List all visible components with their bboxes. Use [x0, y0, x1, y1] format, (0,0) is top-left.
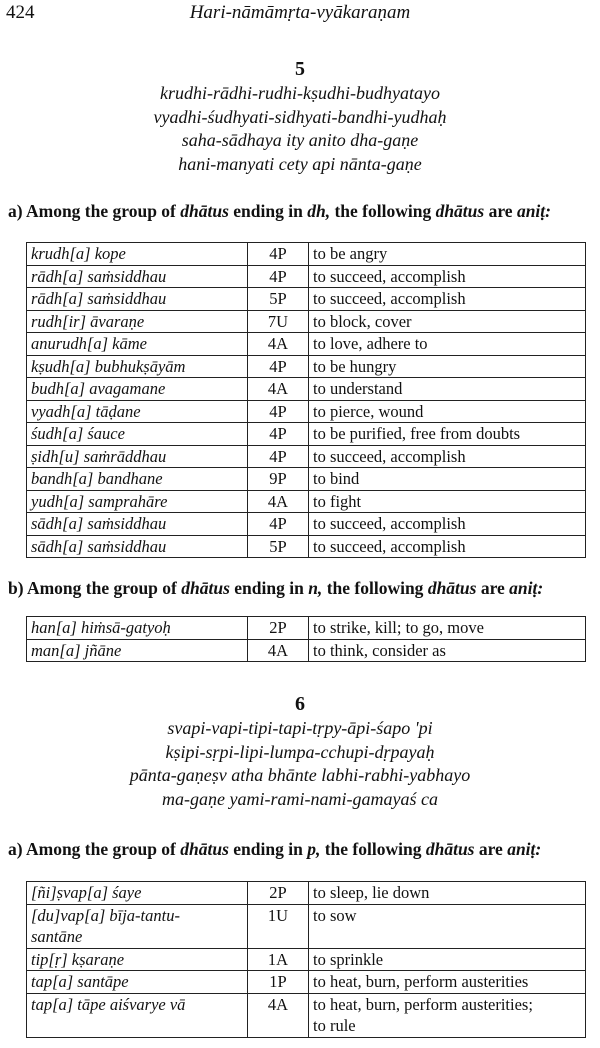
heading-text: the following [322, 578, 428, 598]
table-row [27, 243, 586, 266]
meaning: to be hungry [309, 355, 586, 378]
heading-text: the following [330, 201, 436, 221]
verb-class: 4P [248, 355, 309, 378]
meaning: to succeed, accomplish [309, 535, 586, 558]
heading-term: aniṭ: [516, 201, 551, 221]
page-header [0, 0, 600, 26]
table-row [27, 288, 586, 311]
dhatu-root [27, 948, 248, 971]
dhatu-root: ṣidh[u] saṁrāddhau [27, 445, 248, 468]
table-row [27, 355, 586, 378]
table-row [27, 310, 586, 333]
dhatu-root: śudh[a] śauce [27, 423, 248, 446]
dhatu-table-p [26, 881, 586, 1038]
heading-term: dhātus [180, 839, 229, 859]
meaning: to think, consider as [309, 639, 586, 662]
dhatu-root [27, 882, 248, 905]
verb-class: 4A [248, 490, 309, 513]
table-row [27, 513, 586, 536]
table-row [27, 535, 586, 558]
dhatu-root [27, 904, 248, 948]
heading-term: dhātus [427, 578, 477, 598]
meaning: to understand [309, 378, 586, 401]
meaning-line: to sow [313, 905, 357, 925]
table-row [27, 948, 586, 971]
meaning [309, 993, 586, 1037]
heading-text: are [476, 578, 510, 598]
heading-term: aniṭ: [507, 839, 542, 859]
verb-class: 9P [248, 468, 309, 491]
dhatu-root: rādh[a] saṁsiddhau [27, 288, 248, 311]
verb-class: 1U [248, 904, 309, 948]
heading-term: dh, [307, 201, 331, 221]
verse-number: 6 [295, 693, 305, 715]
meaning: to love, adhere to [309, 333, 586, 356]
dhatu-root-line: [ñi]ṣvap[a] śaye [31, 883, 142, 902]
table-row [27, 400, 586, 423]
verse-line: svapi-vapi-tipi-tapi-tṛpy-āpi-śapo 'pi [167, 718, 433, 738]
dhatu-root-line: [du]vap[a] bīja-tantu- [31, 905, 180, 925]
table-row [27, 468, 586, 491]
dhatu-table-dh [26, 242, 586, 558]
dhatu-root: rādh[a] saṁsiddhau [27, 265, 248, 288]
table-row [27, 971, 586, 994]
verse-line: saha-sādhaya ity anito dha-gaṇe [181, 130, 419, 150]
meaning: to be angry [309, 243, 586, 266]
section-heading [8, 201, 598, 222]
meaning [309, 904, 586, 948]
heading-text: a) Among the group of [8, 201, 181, 221]
heading-term: dhātus [435, 201, 485, 221]
verb-class: 4P [248, 513, 309, 536]
verb-class: 4P [248, 445, 309, 468]
verb-class: 4P [248, 423, 309, 446]
heading-text: ending in [228, 201, 308, 221]
verse-6 [0, 693, 600, 811]
heading-term: p, [307, 839, 321, 859]
meaning-line: to sleep, lie down [313, 883, 430, 902]
verse-number: 5 [295, 58, 305, 80]
meaning: to fight [309, 490, 586, 513]
meaning: to succeed, accomplish [309, 445, 586, 468]
verb-class: 4A [248, 333, 309, 356]
table-row [27, 904, 586, 948]
verse-line: kṣipi-sṛpi-lipi-lumpa-cchupi-dṛpayaḥ [165, 741, 435, 762]
dhatu-root: vyadh[a] tāḍane [27, 400, 248, 423]
dhatu-root: man[a] jñāne [27, 639, 248, 662]
verb-class: 2P [248, 882, 309, 905]
table-row [27, 993, 586, 1037]
heading-term: dhātus [180, 201, 229, 221]
verse-5 [0, 58, 600, 176]
dhatu-root: krudh[a] kope [27, 243, 248, 266]
heading-term: dhātus [425, 839, 475, 859]
table-row [27, 490, 586, 513]
meaning [309, 948, 586, 971]
heading-text: the following [320, 839, 426, 859]
dhatu-table-n [26, 616, 586, 662]
meaning: to strike, kill; to go, move [309, 617, 586, 640]
meaning [309, 971, 586, 994]
dhatu-root-line: tip[ṛ] kṣaraṇe [31, 949, 125, 969]
verb-class: 5P [248, 535, 309, 558]
verb-class: 1P [248, 971, 309, 994]
verb-class: 7U [248, 310, 309, 333]
section-heading [8, 578, 598, 599]
heading-term: dhātus [181, 578, 230, 598]
dhatu-root: bandh[a] bandhane [27, 468, 248, 491]
meaning-line: to heat, burn, perform austerities [313, 972, 529, 991]
dhatu-root: yudh[a] samprahāre [27, 490, 248, 513]
verse-line: hani-manyati cety api nānta-gaṇe [178, 153, 422, 174]
verse-line: krudhi-rādhi-rudhi-kṣudhi-budhyatayo [160, 83, 440, 103]
meaning: to succeed, accomplish [309, 513, 586, 536]
heading-text: b) Among the group of [8, 578, 182, 598]
verse-line: vyadhi-śudhyati-sidhyati-bandhi-yudhaḥ [153, 106, 447, 127]
dhatu-root: sādh[a] saṁsiddhau [27, 513, 248, 536]
table-row [27, 333, 586, 356]
verb-class: 4A [248, 993, 309, 1037]
meaning: to pierce, wound [309, 400, 586, 423]
verse-line: ma-gaṇe yami-rami-nami-gamayaś ca [162, 788, 438, 809]
dhatu-root-line: tap[a] tāpe aiśvarye vā [31, 994, 186, 1014]
dhatu-root-line: santāne [31, 927, 83, 946]
meaning: to succeed, accomplish [309, 288, 586, 311]
dhatu-root: kṣudh[a] bubhukṣāyām [27, 355, 248, 378]
dhatu-root: han[a] hiṁsā-gatyoḥ [27, 617, 248, 640]
heading-text: a) Among the group of [8, 839, 181, 859]
table-row [27, 617, 586, 640]
verb-class: 1A [248, 948, 309, 971]
verb-class: 4P [248, 400, 309, 423]
table-row [27, 265, 586, 288]
heading-text: are [474, 839, 508, 859]
verb-class: 4A [248, 378, 309, 401]
meaning: to be purified, free from doubts [309, 423, 586, 446]
verb-class: 4A [248, 639, 309, 662]
page-number: 424 [6, 2, 35, 23]
dhatu-root-line: tap[a] santāpe [31, 972, 129, 991]
section-heading [8, 839, 598, 860]
meaning-line: to sprinkle [313, 949, 384, 969]
heading-term: n, [308, 578, 323, 598]
verb-class: 2P [248, 617, 309, 640]
heading-text: ending in [228, 839, 308, 859]
table-row [27, 882, 586, 905]
meaning: to succeed, accomplish [309, 265, 586, 288]
meaning [309, 882, 586, 905]
verb-class: 4P [248, 243, 309, 266]
verb-class: 5P [248, 288, 309, 311]
dhatu-root: anurudh[a] kāme [27, 333, 248, 356]
meaning-line: to heat, burn, perform austerities; [313, 994, 533, 1014]
table-row [27, 639, 586, 662]
running-title: Hari-nāmāmṛta-vyākaraṇam [189, 2, 411, 23]
verse-line: pānta-gaṇeṣv atha bhānte labhi-rabhi-yabhayo [129, 765, 471, 785]
dhatu-root: budh[a] avagamane [27, 378, 248, 401]
heading-term: aniṭ: [509, 578, 544, 598]
heading-text: ending in [229, 578, 309, 598]
table-row [27, 423, 586, 446]
meaning: to block, cover [309, 310, 586, 333]
dhatu-root: sādh[a] saṁsiddhau [27, 535, 248, 558]
dhatu-root [27, 971, 248, 994]
table-row [27, 378, 586, 401]
verb-class: 4P [248, 265, 309, 288]
meaning: to bind [309, 468, 586, 491]
dhatu-root [27, 993, 248, 1037]
dhatu-root: rudh[ir] āvaraṇe [27, 310, 248, 333]
meaning-line: to rule [313, 1016, 356, 1035]
table-row [27, 445, 586, 468]
heading-text: are [484, 201, 517, 221]
